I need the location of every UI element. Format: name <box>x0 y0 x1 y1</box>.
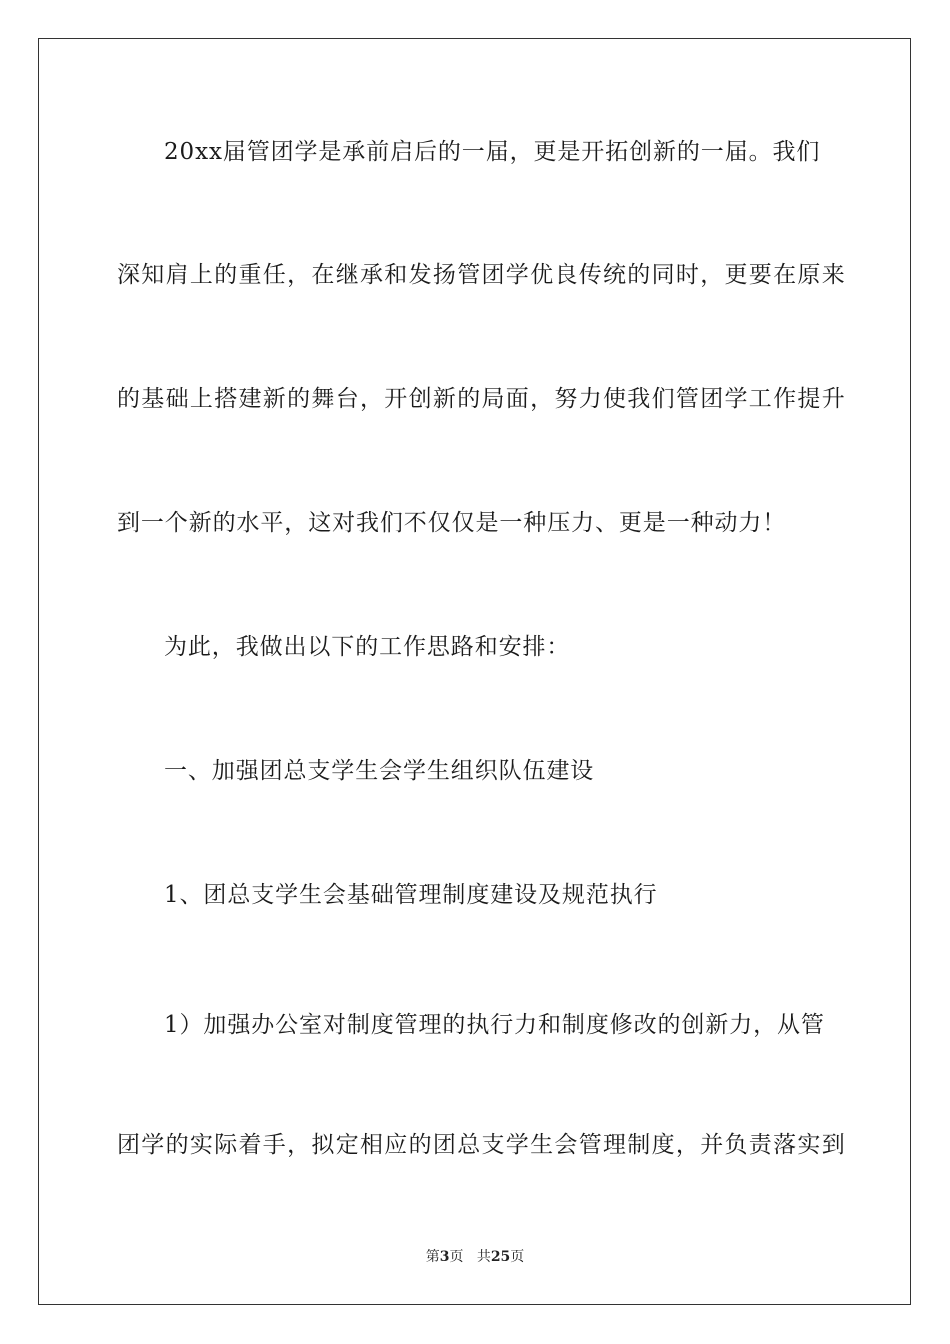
paragraph-line: 到一个新的水平，这对我们不仅仅是一种压力、更是一种动力！ <box>117 510 787 536</box>
page-number: 3 <box>439 1249 450 1265</box>
paragraph-line: 为此，我做出以下的工作思路和安排： <box>164 634 571 660</box>
paragraph-line: 1）加强办公室对制度管理的执行力和制度修改的创新力，从管 <box>164 1012 825 1038</box>
page-suffix: 页 <box>449 1249 464 1265</box>
section-heading: 一、加强团总支学生会学生组织队伍建设 <box>164 758 595 784</box>
paragraph-line: 深知肩上的重任，在继承和发扬管团学优良传统的同时，更要在原来 <box>117 262 846 288</box>
paragraph-line: 20xx届管团学是承前启后的一届，更是开拓创新的一届。我们 <box>164 139 821 165</box>
subsection-heading: 1、团总支学生会基础管理制度建设及规范执行 <box>164 882 658 908</box>
page-border <box>38 38 911 1305</box>
total-suffix: 页 <box>510 1249 525 1265</box>
paragraph-line: 团学的实际着手，拟定相应的团总支学生会管理制度，并负责落实到 <box>117 1132 846 1158</box>
total-pages: 25 <box>490 1249 511 1265</box>
page-footer <box>0 1247 950 1267</box>
paragraph-line: 的基础上搭建新的舞台，开创新的局面，努力使我们管团学工作提升 <box>117 386 846 412</box>
page-prefix: 第 <box>425 1249 440 1265</box>
total-prefix: 共 <box>476 1249 491 1265</box>
